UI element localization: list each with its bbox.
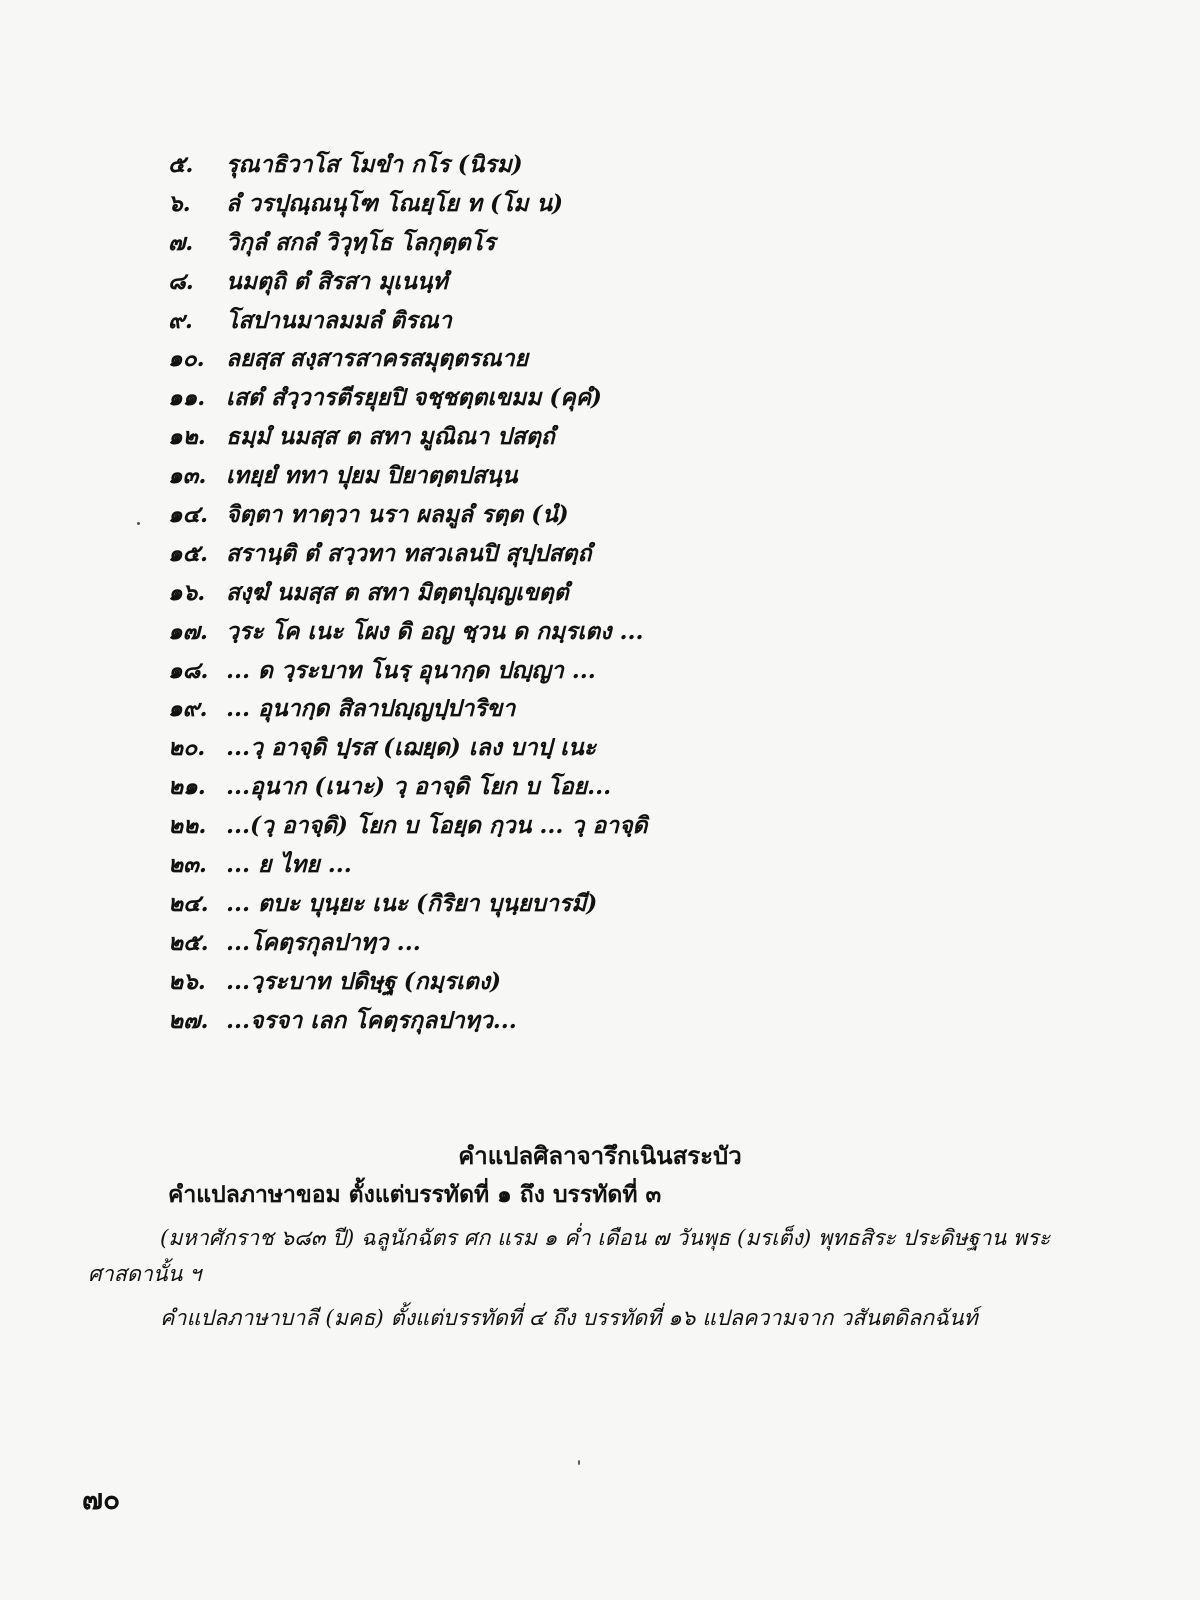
verse-number: ๒๔. <box>168 889 209 917</box>
verse-number: ๑๘. <box>168 656 209 684</box>
verse-text: ... ด วฺระบาท โนรฺ อุนากฺด ปญฺญา ... <box>226 656 596 684</box>
verse-number: ๒๕. <box>168 928 209 956</box>
verse-line <box>168 418 1128 457</box>
verse-line <box>168 729 1128 768</box>
verse-line <box>168 379 1128 418</box>
verse-number: ๒๖. <box>168 967 206 995</box>
verse-text: รุณาธิวาโส โมขํา กโร (นิรม) <box>226 151 523 178</box>
verse-text: วิกุลํ สกลํ วิวุทฺโธ โลกุตฺตโร <box>226 228 496 256</box>
verse-number: ๑๙. <box>168 695 208 723</box>
verse-text: ...อุนาก (เนาะ) วฺ อาจฺดิ โยก บ โอย... <box>226 773 612 801</box>
verse-number: ๒๑. <box>168 773 206 801</box>
verse-line <box>168 574 1128 613</box>
verse-text: ... ย ไทย ... <box>226 851 352 879</box>
verse-line <box>168 807 1128 846</box>
verse-text: ลยสฺส สงฺสารสาครสมุตฺตรณาย <box>226 345 529 373</box>
verse-line <box>168 302 1128 341</box>
verse-text: นมตุถิ ตํ สิรสา มุเนนฺทํ <box>226 267 448 295</box>
verse-number: ๑๓. <box>168 462 207 490</box>
scan-speck <box>578 1460 580 1465</box>
verse-line <box>168 768 1128 807</box>
verse-line <box>168 885 1128 924</box>
verse-line <box>168 457 1128 496</box>
verse-line <box>168 496 1128 535</box>
verse-number: ๒๓. <box>168 851 207 879</box>
verse-text: โสปานมาลมมลํ ติรณา <box>226 306 452 334</box>
verse-line <box>168 652 1128 691</box>
section-heading: คำแปลศิลาจารึกเนินสระบัว <box>458 1141 742 1170</box>
verse-number: ๒๒. <box>168 812 207 840</box>
verse-text: ... ตบะ บุนฺยะ เนะ (กิริยา บุนฺยบารมี) <box>226 889 598 917</box>
verse-line <box>168 535 1128 574</box>
verse-line <box>168 146 1128 185</box>
verse-number: ๑๗. <box>168 617 208 645</box>
verse-text: ...โคตฺรกุลปาทฺว ... <box>226 928 421 956</box>
page-number: ๗๐ <box>82 1483 121 1516</box>
verse-text: ลํ วรปุณฺณนุโฑ โณยฺโย ท (โม น) <box>226 189 564 217</box>
verse-line <box>168 224 1128 263</box>
verse-number: ๗. <box>168 228 194 256</box>
verse-line <box>168 690 1128 729</box>
section-subheading: คำแปลภาษาขอม ตั้งแต่บรรทัดที่ ๑ ถึง บรรทัดที่ ๓ <box>168 1181 662 1208</box>
verse-text: เทยฺยํ ททา ปุยม ปิยาตฺตปสนฺน <box>226 462 518 490</box>
verse-line <box>168 846 1128 885</box>
verse-text: เสตํ สํวฺวารตีรยุยปิ จชฺชตฺตเขมม (คุคํ) <box>226 384 602 412</box>
verse-number: ๖. <box>168 189 191 217</box>
inscription-verse-list <box>168 146 1128 1040</box>
verse-text: ...จรจา เลก โคตฺรกุลปาทฺว... <box>226 1006 517 1034</box>
translation-paragraph-pali: คำแปลภาษาบาลี (มคธ) ตั้งแต่บรรทัดที่ ๔ ถึง บรรทัดที่ ๑๖ แปลความจาก วสันตดิลกฉันท์ <box>160 1306 978 1331</box>
verse-number: ๑๐. <box>168 345 205 373</box>
verse-line <box>168 613 1128 652</box>
verse-text: ...วฺระบาท ปดิษฺฐ (กมฺรเตง) <box>226 967 501 995</box>
verse-number: ๑๔. <box>168 501 209 529</box>
verse-number: ๑๒. <box>168 423 206 451</box>
verse-text: ธมฺมํ นมสฺส ต สทา มูณิณา ปสตฺถํ <box>226 423 555 451</box>
verse-text: สงฺฆํ นมสฺส ต สทา มิตฺตปุญฺญเขตฺตํ <box>226 578 569 606</box>
verse-number: ๕. <box>168 151 194 178</box>
verse-line <box>168 340 1128 379</box>
verse-line <box>168 263 1128 302</box>
scan-speck <box>137 522 140 525</box>
verse-number: ๒๗. <box>168 1006 209 1034</box>
verse-line <box>168 185 1128 224</box>
verse-number: ๘. <box>168 267 194 295</box>
verse-number: ๒๐. <box>168 734 206 762</box>
verse-number: ๑๖. <box>168 578 206 606</box>
verse-text: ...วฺ อาจฺดิ ปฺรส (เฌยฺด) เลง บาปฺ เนะ <box>226 734 597 762</box>
translation-paragraph: (มหาศักราช ๖๘๓ ปี) ฉลูนักฉัตร ศก แรม ๑ ค่ำ เดือน ๗ วันพุธ (มรเต็ง) พุทธสิระ ประดิษฐาน พระศาสดานั้น ฯ <box>88 1226 1051 1287</box>
verse-line <box>168 924 1128 963</box>
verse-number: ๑๑. <box>168 384 206 412</box>
verse-text: ... อุนากฺด สิลาปญฺญปฺปาริขา <box>226 695 516 723</box>
verse-line <box>168 963 1128 1002</box>
verse-number: ๙. <box>168 306 193 334</box>
verse-line <box>168 1002 1128 1041</box>
verse-text: สรานฺติ ตํ สวฺวทา ทสวเลนปิ สุปฺปสตฺถํ <box>226 539 592 567</box>
verse-number: ๑๕. <box>168 539 209 567</box>
verse-text: วฺระ โค เนะ โผง ดิ อญ ชฺวน ด กมฺรเตง ... <box>226 617 644 645</box>
verse-text: จิตฺตา ทาตฺวา นรา ผลมูลํ รตฺต (นํ) <box>226 501 569 529</box>
verse-text: ...(วฺ อาจฺดิ) โยก บ โอยฺด กฺวน ... วฺ อาจฺดิ <box>226 812 648 840</box>
